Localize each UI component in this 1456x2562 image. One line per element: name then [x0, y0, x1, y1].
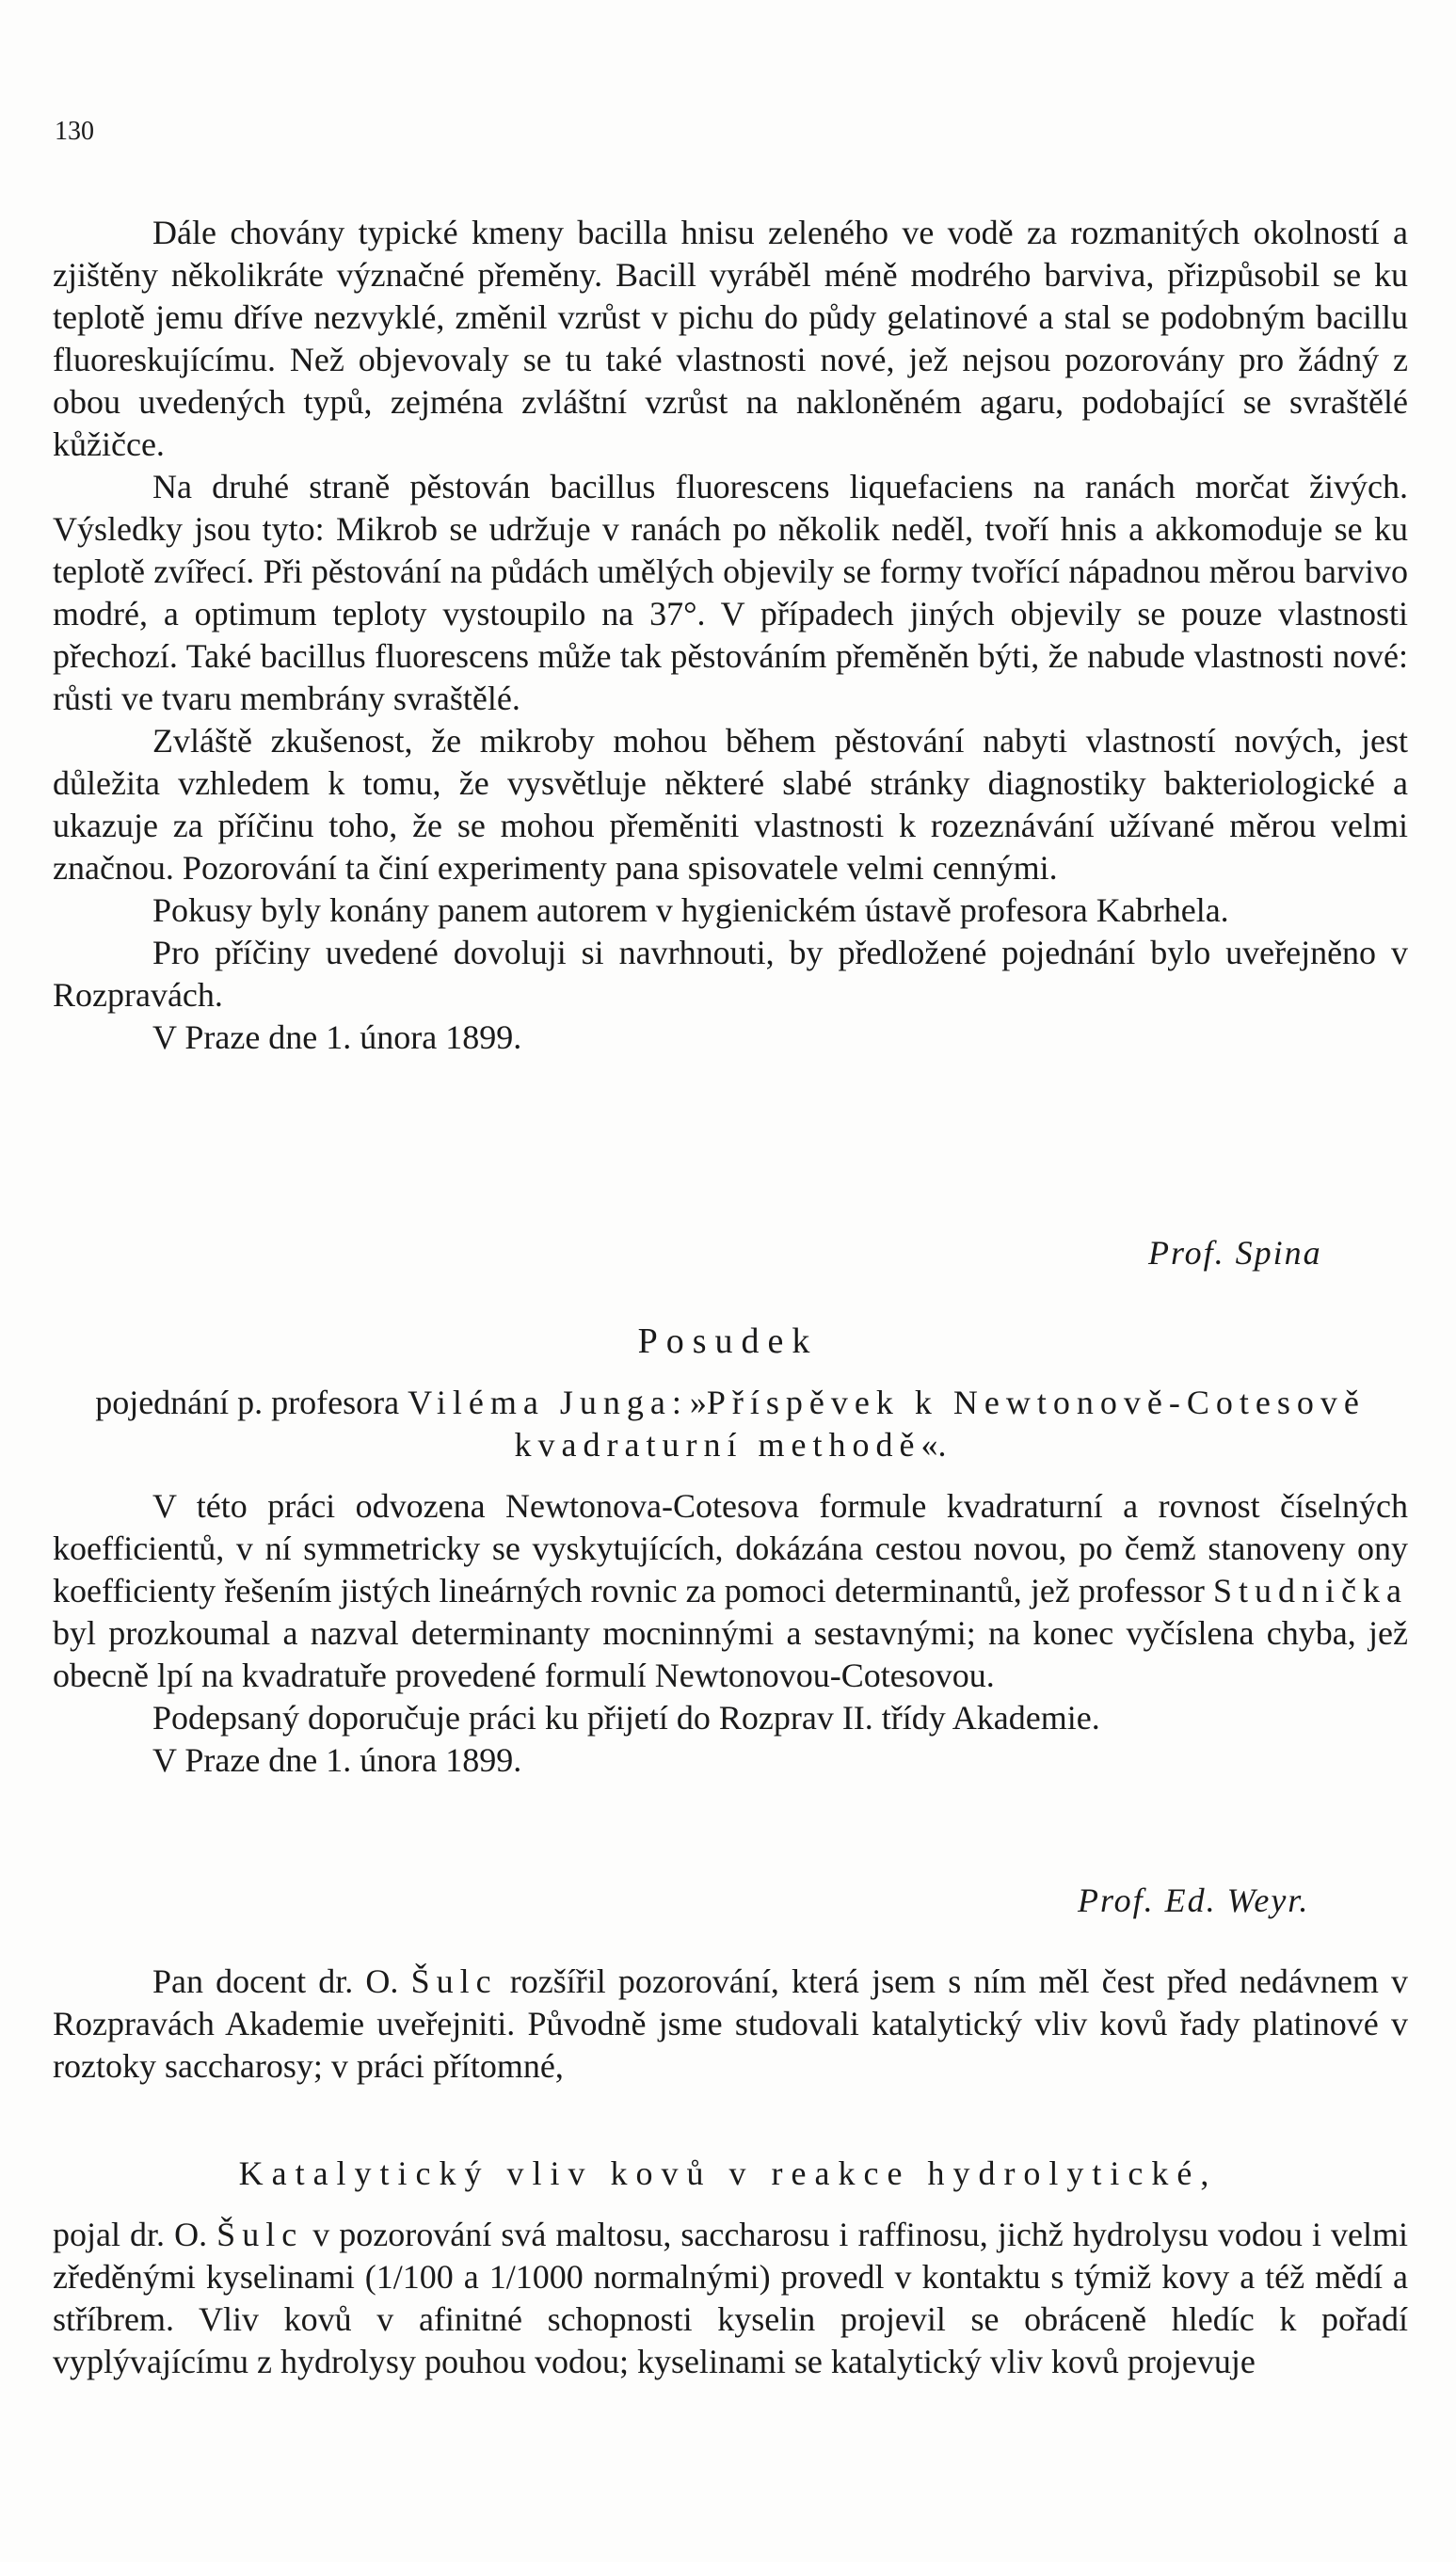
text-run: a [453, 2258, 489, 2296]
paragraph: Pro příčiny uvedené dovoluji si navrhnouti, by předložené pojednání bylo uveřejněno v Rozpravách. [53, 934, 1408, 1014]
section-heading-posudek: Posudek [637, 1321, 819, 1361]
subtitle-sep: : » [671, 1384, 707, 1421]
text-run: v pozorování svá maltosu, saccharosu i raffinosu, jichž hydrolysu vodou i velmi zředěnými kyselinami ( [53, 2216, 1409, 2296]
paragraph: Podepsaný doporučuje práci ku přijetí do Rozprav II. třídy Akademie. [152, 1699, 1100, 1737]
signature-weyr: Prof. Ed. Weyr. [1078, 1881, 1310, 1919]
person-name: Šulc [410, 1962, 498, 2000]
paragraph: Dále chovány typické kmeny bacilla hnisu zeleného ve vodě za rozmanitých okolností a zjištěny několikráte význačné přeměny. Bacill vyráběl méně modrého barviva, přizpůsobil se ku teplotě jemu dříve nezvyklé, změnil vzrůst v pichu do půdy gelatinové a stal se podobným bacillu fluoreskujícímu. Než objevovaly se tu také vlastnosti nové, jež nejsou pozorovány pro žádný z obou uvedených typů, zejména zvláštní vzrůst na nakloněném agaru, podobající se svraštělé kůžičce. [53, 214, 1408, 463]
subtitle-suffix: «. [920, 1426, 947, 1464]
date-line: V Praze dne 1. února 1899. [152, 1741, 522, 1779]
signature-spina: Prof. Spina [1148, 1234, 1322, 1272]
work-title: Příspěvek k Newtonově-Cotesově kvadraturní methodě [514, 1384, 1366, 1464]
report-weyr-subtitle [53, 1382, 1408, 1466]
page-number: 130 [55, 117, 94, 146]
paragraph: Zvláště zkušenost, že mikroby mohou během pěstování nabyti vlastností nových, jest důležita vzhledem k tomu, že vysvětluje některé slabé stránky diagnostiky bakteriologické a ukazuje za příčinu toho, že se mohou přeměniti vlastnosti k rozeznávání užívané měrou velmi značnou. Pozorování ta činí experimenty pana spisovatele velmi cennými. [53, 722, 1408, 887]
person-name: Šulc [216, 2216, 304, 2253]
person-name: Studnička [1213, 1572, 1408, 1609]
paragraph [53, 1485, 1408, 1697]
paragraph: Pokusy byly konány panem autorem v hygienickém ústavě profesora Kabrhela. [152, 891, 1229, 929]
text-run: normalnými) provedl v kontaktu s týmiž kovy a též mědí a stříbrem. Vliv kovů v afinitné schopnosti kyselin projevil se obráceně hledíc k pořadí vyplývajícímu z hydrolysy pouhou vodou; kyselinami se katalytický vliv kovů projevuje [53, 2258, 1408, 2380]
report-sulc-body [53, 2214, 1408, 2383]
subtitle-prefix: pojednání p. profesora [95, 1384, 408, 1421]
paragraph: Na druhé straně pěstován bacillus fluorescens liquefaciens na ranách morčat živých. Výsledky jsou tyto: Mikrob se udržuje v ranách po několik neděl, tvoří hnis a akkomoduje se ku teplotě zvířecí. Při pěstování na půdách umělých objevily se formy tvořící nápadnou měrou barvivo modré, a optimum teploty vystoupilo na 37°. V případech jiných objevily se pouze vlastnosti přechozí. Také bacillus fluorescens může tak pěstováním přeměněn býti, že nabude vlastnosti nové: růsti ve tvaru membrány svraštělé. [53, 468, 1408, 717]
text-run: pojal dr. O. [53, 2216, 217, 2253]
text-run: rozšířil pozorování, která jsem s ním měl čest před nedávnem v Rozpravách Akademie uveřejniti. Původně jsme studovali katalytický vliv kovů řady platinové v roztoky saccharosy; v práci přítomné, [53, 1962, 1408, 2085]
report-sulc-intro [53, 1961, 1408, 2088]
date-line: V Praze dne 1. února 1899. [152, 1018, 522, 1056]
report-spina-body [53, 212, 1408, 1059]
paragraph [53, 2214, 1408, 2383]
paragraph [53, 1961, 1408, 2088]
report-weyr-body [53, 1485, 1408, 1782]
text-run: V této práci odvozena Newtonova-Cotesova formule kvadraturní a rovnost číselných koefficientů, v ní symmetricky se vyskytujících, dokázána cestou novou, po čemž stanoveny ony koefficienty řešením jistých lineárných rovnic za pomoci determinantů, jež professor [53, 1487, 1408, 1609]
text-run: byl prozkoumal a nazval determinanty mocninnými a sestavnými; na konec vyčíslena chyba, jež obecně lpí na kvadratuře provedené formulí Newtonovou-Cotesovou. [53, 1614, 1408, 1694]
text-run: Pan docent dr. O. [152, 1962, 411, 2000]
fraction: 1/1000 [488, 2258, 584, 2296]
work-title-katalyticky: Katalytický vliv kovů v reakce hydrolytické, [238, 2154, 1218, 2192]
subtitle [53, 1382, 1408, 1466]
fraction: 1/100 [376, 2258, 454, 2296]
author-name: Viléma Junga [408, 1384, 672, 1421]
